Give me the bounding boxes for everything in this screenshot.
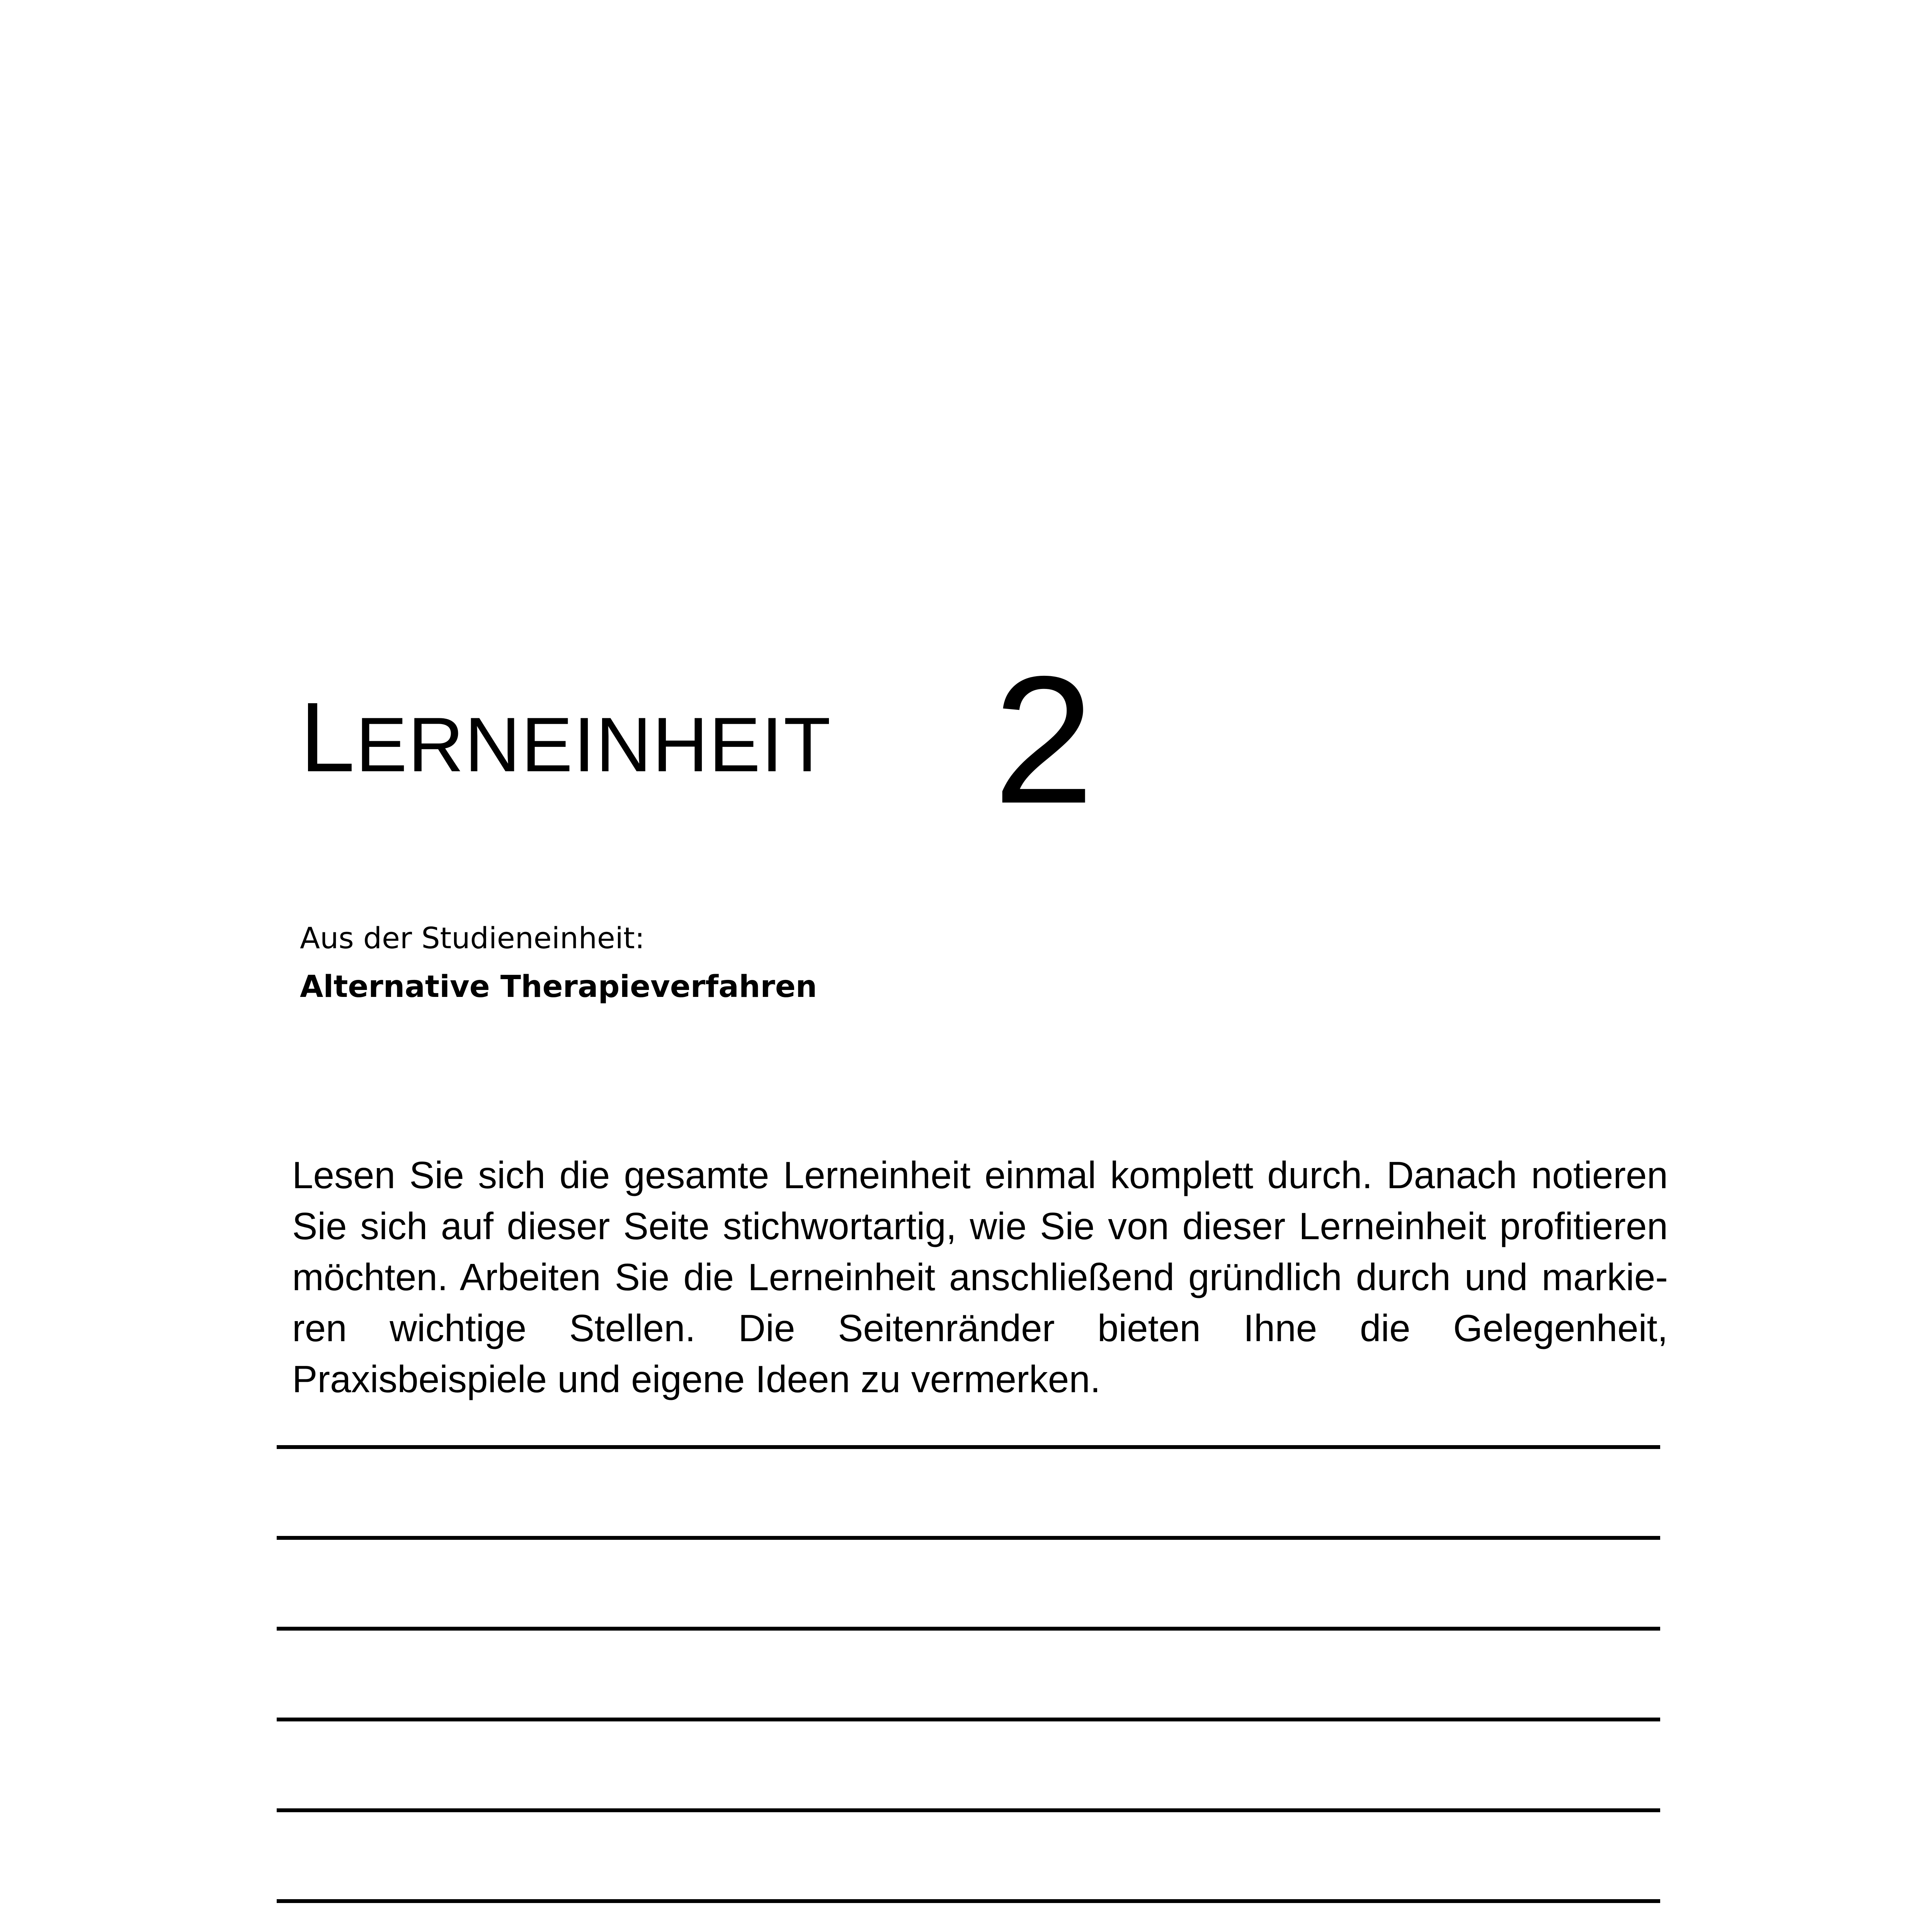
source-label: Aus der Studieneinheit: (300, 921, 645, 955)
unit-number: 2 (993, 638, 1094, 841)
unit-heading-initial: L (300, 682, 356, 793)
unit-heading-rest: ERNEINHEIT (356, 702, 832, 788)
note-line[interactable] (277, 1718, 1660, 1721)
note-line[interactable] (277, 1536, 1660, 1540)
note-line[interactable] (277, 1808, 1660, 1812)
source-title: Alternative Therapieverfahren (300, 969, 817, 1004)
instructions-paragraph: Lesen Sie sich die gesamte Lerneinheit einmal komplett durch. Danach notieren Sie sich auf dieser Seite stichwortartig, wie Sie von dieser Lerneinheit profitieren möchten. Arbeiten Sie die Lerneinheit anschließend gründlich durch und markie-ren wichtige Stellen. Die Seitenränder bieten Ihne die Gelegenheit, Praxisbeispiele und eigene Ideen zu vermerken. (292, 1154, 1668, 1400)
note-line[interactable] (277, 1445, 1660, 1449)
note-line[interactable] (277, 1627, 1660, 1631)
note-line[interactable] (277, 1899, 1660, 1903)
unit-heading (300, 682, 832, 793)
